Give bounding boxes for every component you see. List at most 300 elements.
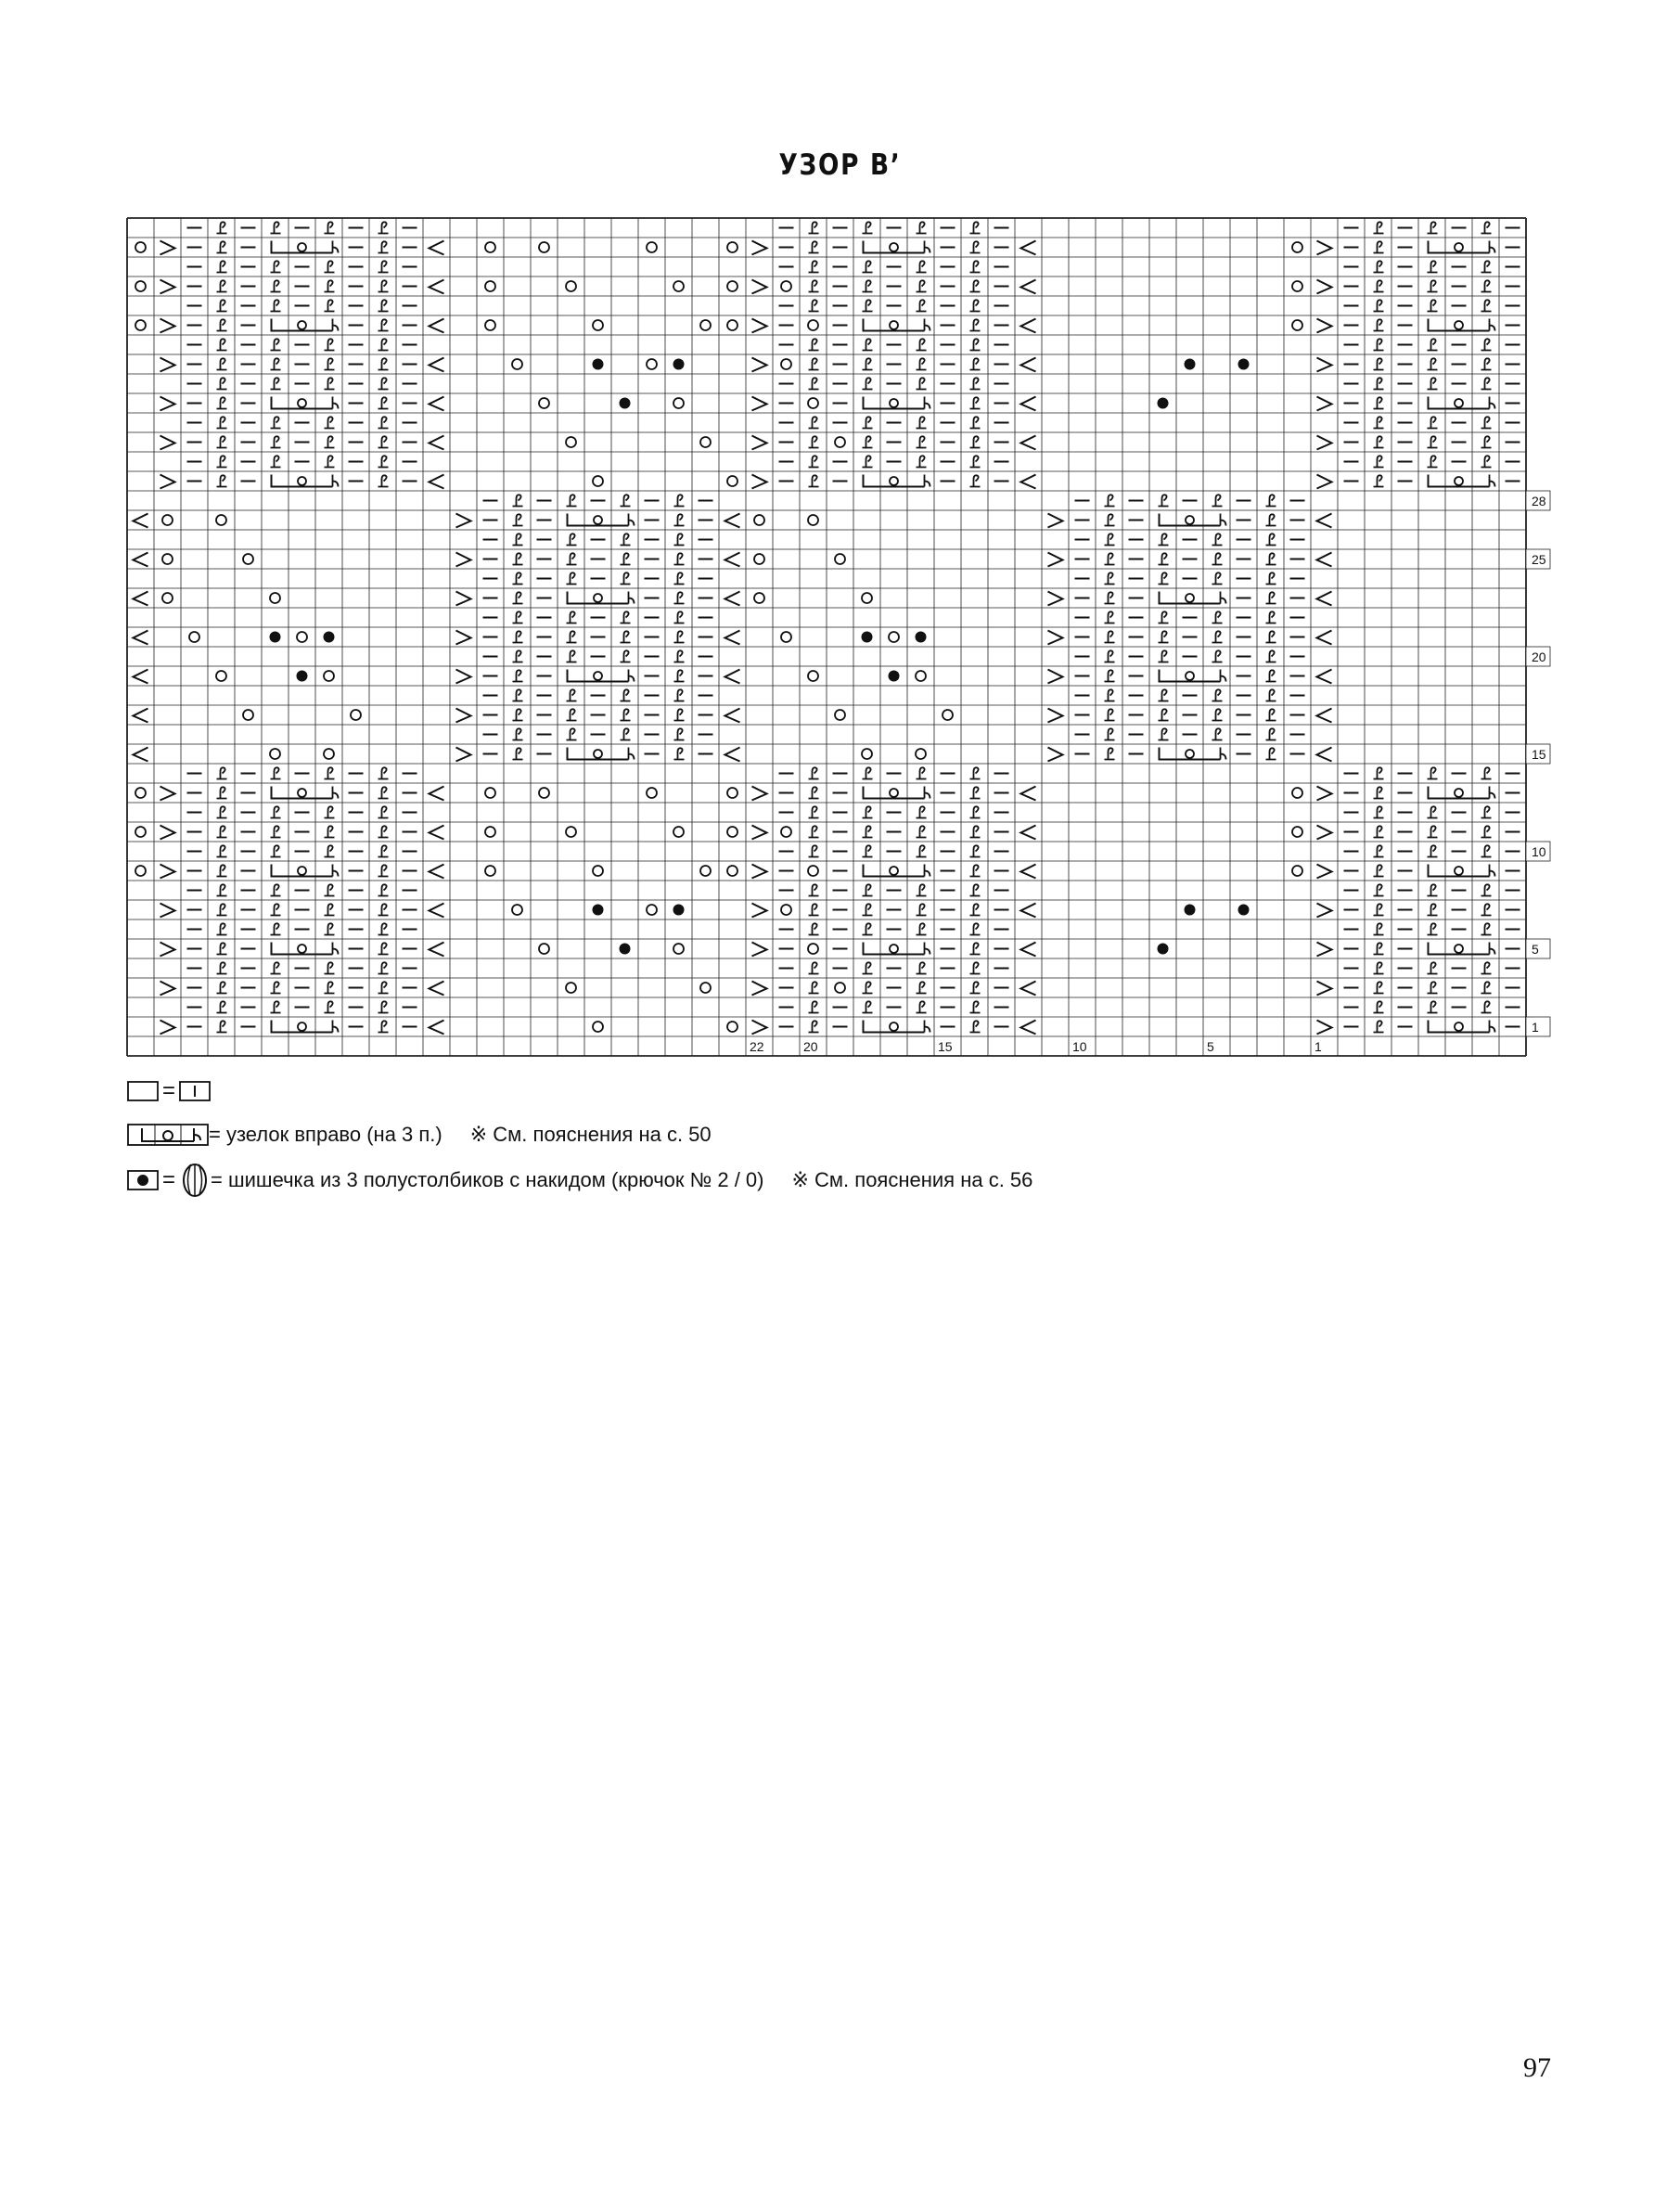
twisted-purl-stitch — [1481, 767, 1492, 778]
ssk-stitch — [1317, 982, 1332, 996]
twisted-purl-stitch — [970, 904, 981, 915]
twisted-purl-stitch — [1159, 631, 1169, 642]
k2tog-stitch — [430, 475, 444, 489]
yarn-over — [700, 320, 711, 330]
yarn-over — [808, 320, 818, 330]
twisted-purl-stitch — [378, 826, 389, 837]
bobble-stitch — [1238, 359, 1250, 370]
knot-stitch-loop — [594, 516, 602, 524]
twisted-purl-stitch — [970, 806, 981, 817]
knot-stitch-loop — [890, 789, 898, 797]
twisted-purl-stitch — [970, 241, 981, 252]
knot-stitch-loop — [890, 945, 898, 953]
legend-row-knit — [127, 1078, 211, 1104]
twisted-purl-stitch — [809, 806, 819, 817]
twisted-purl-stitch — [863, 982, 873, 993]
twisted-purl-stitch — [970, 943, 981, 954]
k2tog-stitch — [1317, 709, 1332, 723]
twisted-purl-stitch — [1266, 689, 1276, 701]
twisted-purl-stitch — [217, 339, 227, 350]
twisted-purl-stitch — [513, 728, 523, 739]
twisted-purl-stitch — [217, 222, 227, 233]
twisted-purl-stitch — [970, 1021, 981, 1032]
knot-stitch-loop — [594, 750, 602, 758]
knot-stitch-end — [925, 397, 930, 409]
twisted-purl-stitch — [271, 923, 281, 934]
twisted-purl-stitch — [567, 611, 577, 623]
row-label: 5 — [1532, 942, 1539, 957]
twisted-purl-stitch — [1266, 572, 1276, 584]
knot-stitch-loop — [1455, 789, 1463, 797]
twisted-purl-stitch — [970, 845, 981, 856]
knot-stitch-end — [1221, 670, 1226, 682]
ssk-stitch — [1048, 709, 1063, 723]
yarn-over — [539, 242, 549, 252]
knot-stitch-end — [333, 787, 339, 799]
twisted-purl-stitch — [513, 553, 523, 564]
twisted-purl-stitch — [917, 358, 927, 369]
twisted-purl-stitch — [1481, 436, 1492, 447]
ssk-stitch — [1317, 904, 1332, 918]
twisted-purl-stitch — [217, 923, 227, 934]
twisted-purl-stitch — [1374, 319, 1384, 330]
twisted-purl-stitch — [917, 826, 927, 837]
k2tog-stitch — [1021, 319, 1036, 333]
ssk-stitch — [1048, 514, 1063, 528]
twisted-purl-stitch — [917, 1001, 927, 1012]
legend-row-knot — [127, 1123, 712, 1147]
bobble-stitch — [593, 905, 604, 916]
yarn-over — [485, 320, 495, 330]
twisted-purl-stitch — [1105, 631, 1115, 642]
yarn-over — [485, 788, 495, 798]
yarn-over — [539, 398, 549, 408]
twisted-purl-stitch — [271, 982, 281, 993]
twisted-purl-stitch — [1159, 534, 1169, 545]
twisted-purl-stitch — [271, 767, 281, 778]
twisted-purl-stitch — [1428, 339, 1438, 350]
ssk-stitch — [1317, 319, 1332, 333]
yarn-over — [162, 554, 173, 564]
twisted-purl-stitch — [378, 767, 389, 778]
twisted-purl-stitch — [809, 982, 819, 993]
ssk-stitch — [1317, 280, 1332, 294]
twisted-purl-stitch — [863, 456, 873, 467]
ssk-stitch — [456, 514, 471, 528]
yarn-over — [781, 632, 791, 642]
ssk-stitch — [160, 982, 175, 996]
k2tog-stitch — [1021, 241, 1036, 255]
twisted-purl-stitch — [621, 534, 631, 545]
yarn-over — [754, 554, 764, 564]
legend-bobble-text: = шишечка из 3 полустолбиков с накидом (крючок № 2 / 0) — [211, 1168, 764, 1191]
twisted-purl-stitch — [1374, 767, 1384, 778]
twisted-purl-stitch — [378, 358, 389, 369]
twisted-purl-stitch — [970, 261, 981, 272]
twisted-purl-stitch — [970, 1001, 981, 1012]
knot-right-icon — [127, 1123, 209, 1147]
twisted-purl-stitch — [325, 261, 335, 272]
twisted-purl-stitch — [1428, 982, 1438, 993]
yarn-over — [539, 788, 549, 798]
k2tog-stitch — [430, 241, 444, 255]
column-label: 15 — [938, 1039, 953, 1054]
twisted-purl-stitch — [1428, 436, 1438, 447]
yarn-over — [835, 437, 845, 447]
twisted-purl-stitch — [1266, 534, 1276, 545]
twisted-purl-stitch — [809, 222, 819, 233]
ssk-stitch — [1317, 1021, 1332, 1035]
twisted-purl-stitch — [271, 845, 281, 856]
twisted-purl-stitch — [1428, 904, 1438, 915]
yarn-over — [700, 866, 711, 876]
twisted-purl-stitch — [970, 339, 981, 350]
twisted-purl-stitch — [1105, 592, 1115, 603]
k2tog-stitch — [134, 748, 148, 762]
yarn-over — [324, 749, 334, 759]
ssk-stitch — [1317, 826, 1332, 840]
twisted-purl-stitch — [567, 728, 577, 739]
ssk-stitch — [160, 319, 175, 333]
twisted-purl-stitch — [1159, 553, 1169, 564]
twisted-purl-stitch — [378, 884, 389, 895]
twisted-purl-stitch — [917, 417, 927, 428]
twisted-purl-stitch — [217, 319, 227, 330]
knot-stitch-loop — [1455, 321, 1463, 329]
legend-knot-note: ※ См. пояснения на с. 50 — [469, 1123, 712, 1146]
twisted-purl-stitch — [1428, 417, 1438, 428]
yarn-over — [727, 788, 737, 798]
yarn-over — [835, 983, 845, 993]
yarn-over — [781, 827, 791, 837]
k2tog-stitch — [430, 787, 444, 801]
twisted-purl-stitch — [1481, 261, 1492, 272]
twisted-purl-stitch — [1428, 826, 1438, 837]
twisted-purl-stitch — [863, 962, 873, 973]
twisted-purl-stitch — [863, 923, 873, 934]
twisted-purl-stitch — [1481, 222, 1492, 233]
twisted-purl-stitch — [271, 261, 281, 272]
bobble-stitch — [673, 359, 685, 370]
twisted-purl-stitch — [567, 631, 577, 642]
twisted-purl-stitch — [325, 923, 335, 934]
twisted-purl-stitch — [1212, 553, 1223, 564]
twisted-purl-stitch — [863, 436, 873, 447]
bobble-stitch — [862, 632, 873, 643]
yarn-over — [485, 827, 495, 837]
ssk-stitch — [160, 865, 175, 879]
twisted-purl-stitch — [970, 982, 981, 993]
twisted-purl-stitch — [378, 397, 389, 408]
ssk-stitch — [456, 709, 471, 723]
twisted-purl-stitch — [1374, 1021, 1384, 1032]
twisted-purl-stitch — [863, 884, 873, 895]
twisted-purl-stitch — [513, 631, 523, 642]
yarn-over — [700, 437, 711, 447]
ssk-stitch — [160, 397, 175, 411]
crochet-bobble-icon — [179, 1162, 211, 1199]
twisted-purl-stitch — [378, 923, 389, 934]
twisted-purl-stitch — [217, 300, 227, 311]
twisted-purl-stitch — [1374, 475, 1384, 486]
twisted-purl-stitch — [809, 241, 819, 252]
twisted-purl-stitch — [917, 339, 927, 350]
twisted-purl-stitch — [1374, 982, 1384, 993]
ssk-stitch — [160, 436, 175, 450]
yarn-over — [647, 905, 657, 915]
twisted-purl-stitch — [970, 884, 981, 895]
k2tog-stitch — [1021, 982, 1036, 996]
twisted-purl-stitch — [1428, 280, 1438, 291]
knot-stitch-loop — [594, 672, 602, 680]
yarn-over — [135, 827, 146, 837]
knot-stitch-end — [1490, 475, 1495, 487]
row-label: 25 — [1532, 552, 1546, 567]
knot-stitch-end — [925, 241, 930, 253]
row-label: 10 — [1532, 844, 1546, 859]
twisted-purl-stitch — [809, 826, 819, 837]
twisted-purl-stitch — [1374, 417, 1384, 428]
yarn-over — [135, 788, 146, 798]
knot-stitch-end — [333, 475, 339, 487]
twisted-purl-stitch — [674, 534, 685, 545]
knot-stitch-end — [333, 241, 339, 253]
yarn-over — [566, 983, 576, 993]
twisted-purl-stitch — [1428, 456, 1438, 467]
twisted-purl-stitch — [217, 417, 227, 428]
twisted-purl-stitch — [271, 300, 281, 311]
twisted-purl-stitch — [863, 339, 873, 350]
ssk-stitch — [752, 319, 767, 333]
yarn-over — [485, 866, 495, 876]
knot-stitch-end — [629, 748, 635, 760]
twisted-purl-stitch — [217, 1021, 227, 1032]
twisted-purl-stitch — [271, 222, 281, 233]
yarn-over — [485, 281, 495, 291]
knot-stitch-end — [925, 943, 930, 955]
twisted-purl-stitch — [1159, 728, 1169, 739]
yarn-over — [754, 593, 764, 603]
twisted-purl-stitch — [809, 475, 819, 486]
ssk-stitch — [160, 943, 175, 957]
twisted-purl-stitch — [1481, 417, 1492, 428]
twisted-purl-stitch — [217, 475, 227, 486]
ssk-stitch — [160, 280, 175, 294]
twisted-purl-stitch — [1374, 923, 1384, 934]
yarn-over — [1292, 320, 1302, 330]
k2tog-stitch — [134, 709, 148, 723]
bobble-stitch — [297, 671, 308, 682]
yarn-over — [916, 749, 926, 759]
yarn-over — [647, 242, 657, 252]
twisted-purl-stitch — [970, 417, 981, 428]
bobble-stitch — [270, 632, 281, 643]
twisted-purl-stitch — [1428, 962, 1438, 973]
twisted-purl-stitch — [217, 787, 227, 798]
twisted-purl-stitch — [1374, 884, 1384, 895]
knot-stitch-end — [333, 1021, 339, 1033]
twisted-purl-stitch — [1428, 767, 1438, 778]
knot-stitch-end — [925, 475, 930, 487]
twisted-purl-stitch — [217, 962, 227, 973]
ssk-stitch — [1317, 787, 1332, 801]
twisted-purl-stitch — [378, 241, 389, 252]
column-label: 1 — [1315, 1039, 1322, 1054]
twisted-purl-stitch — [1481, 884, 1492, 895]
twisted-purl-stitch — [1266, 748, 1276, 759]
twisted-purl-stitch — [917, 923, 927, 934]
knot-stitch-loop — [594, 594, 602, 602]
twisted-purl-stitch — [674, 495, 685, 506]
k2tog-stitch — [1021, 436, 1036, 450]
twisted-purl-stitch — [1481, 904, 1492, 915]
twisted-purl-stitch — [970, 962, 981, 973]
twisted-purl-stitch — [217, 456, 227, 467]
yarn-over — [808, 866, 818, 876]
equals-sign: = — [162, 1078, 176, 1103]
twisted-purl-stitch — [1374, 456, 1384, 467]
k2tog-stitch — [1021, 475, 1036, 489]
twisted-purl-stitch — [217, 845, 227, 856]
twisted-purl-stitch — [1374, 787, 1384, 798]
k2tog-stitch — [134, 670, 148, 684]
twisted-purl-stitch — [1481, 982, 1492, 993]
twisted-purl-stitch — [1212, 709, 1223, 720]
twisted-purl-stitch — [378, 222, 389, 233]
twisted-purl-stitch — [325, 280, 335, 291]
yarn-over — [727, 866, 737, 876]
twisted-purl-stitch — [1105, 514, 1115, 525]
knot-stitch-loop — [890, 243, 898, 251]
twisted-purl-stitch — [1212, 728, 1223, 739]
twisted-purl-stitch — [917, 456, 927, 467]
twisted-purl-stitch — [325, 456, 335, 467]
yarn-over — [539, 944, 549, 954]
twisted-purl-stitch — [809, 280, 819, 291]
k2tog-stitch — [725, 592, 740, 606]
twisted-purl-stitch — [1374, 261, 1384, 272]
twisted-purl-stitch — [513, 748, 523, 759]
twisted-purl-stitch — [567, 534, 577, 545]
yarn-over — [243, 710, 253, 720]
bobble-stitch — [916, 632, 927, 643]
bobble-stitch — [1158, 398, 1169, 409]
k2tog-stitch — [430, 1021, 444, 1035]
twisted-purl-stitch — [1105, 670, 1115, 681]
ssk-stitch — [160, 787, 175, 801]
twisted-purl-stitch — [325, 767, 335, 778]
twisted-purl-stitch — [1266, 670, 1276, 681]
twisted-purl-stitch — [513, 592, 523, 603]
yarn-over — [593, 320, 603, 330]
twisted-purl-stitch — [809, 845, 819, 856]
knot-stitch-loop — [890, 1022, 898, 1031]
twisted-purl-stitch — [1481, 962, 1492, 973]
yarn-over — [216, 515, 226, 525]
twisted-purl-stitch — [1266, 592, 1276, 603]
twisted-purl-stitch — [217, 904, 227, 915]
twisted-purl-stitch — [513, 572, 523, 584]
ssk-stitch — [160, 241, 175, 255]
yarn-over — [135, 320, 146, 330]
yarn-over — [727, 242, 737, 252]
knot-stitch-loop — [298, 789, 306, 797]
twisted-purl-stitch — [378, 1001, 389, 1012]
twisted-purl-stitch — [1428, 222, 1438, 233]
twisted-purl-stitch — [674, 728, 685, 739]
twisted-purl-stitch — [217, 358, 227, 369]
twisted-purl-stitch — [863, 904, 873, 915]
yarn-over — [808, 398, 818, 408]
knot-stitch-end — [333, 319, 339, 331]
k2tog-stitch — [1021, 904, 1036, 918]
twisted-purl-stitch — [325, 845, 335, 856]
twisted-purl-stitch — [513, 495, 523, 506]
k2tog-stitch — [725, 553, 740, 567]
twisted-purl-stitch — [1212, 631, 1223, 642]
k2tog-stitch — [1317, 748, 1332, 762]
twisted-purl-stitch — [809, 378, 819, 389]
knit-stitch-icon — [179, 1080, 211, 1102]
twisted-purl-stitch — [917, 806, 927, 817]
twisted-purl-stitch — [674, 572, 685, 584]
twisted-purl-stitch — [1428, 806, 1438, 817]
twisted-purl-stitch — [217, 241, 227, 252]
k2tog-stitch — [430, 826, 444, 840]
twisted-purl-stitch — [809, 962, 819, 973]
twisted-purl-stitch — [1212, 689, 1223, 701]
twisted-purl-stitch — [271, 1001, 281, 1012]
yarn-over — [700, 983, 711, 993]
twisted-purl-stitch — [917, 436, 927, 447]
row-label: 1 — [1532, 1020, 1539, 1035]
knot-stitch-loop — [1455, 243, 1463, 251]
k2tog-stitch — [725, 709, 740, 723]
k2tog-stitch — [134, 514, 148, 528]
twisted-purl-stitch — [217, 826, 227, 837]
twisted-purl-stitch — [1374, 845, 1384, 856]
twisted-purl-stitch — [378, 865, 389, 876]
twisted-purl-stitch — [1159, 689, 1169, 701]
k2tog-stitch — [1317, 592, 1332, 606]
yarn-over — [297, 632, 307, 642]
twisted-purl-stitch — [1428, 358, 1438, 369]
k2tog-stitch — [430, 280, 444, 294]
twisted-purl-stitch — [378, 436, 389, 447]
twisted-purl-stitch — [1266, 728, 1276, 739]
knot-stitch-loop — [1455, 945, 1463, 953]
yarn-over — [835, 710, 845, 720]
twisted-purl-stitch — [513, 514, 523, 525]
ssk-stitch — [752, 280, 767, 294]
yarn-over — [512, 905, 522, 915]
ssk-stitch — [1317, 241, 1332, 255]
yarn-over — [673, 827, 684, 837]
twisted-purl-stitch — [513, 709, 523, 720]
legend-bobble-note: ※ См. пояснения на с. 56 — [791, 1168, 1033, 1191]
bobble-stitch — [593, 359, 604, 370]
yarn-over — [162, 593, 173, 603]
ssk-stitch — [1317, 436, 1332, 450]
twisted-purl-stitch — [970, 436, 981, 447]
column-label: 10 — [1072, 1039, 1087, 1054]
twisted-purl-stitch — [1374, 904, 1384, 915]
yarn-over — [593, 476, 603, 486]
ssk-stitch — [1048, 670, 1063, 684]
knot-stitch-loop — [298, 399, 306, 407]
twisted-purl-stitch — [863, 826, 873, 837]
yarn-over — [673, 398, 684, 408]
